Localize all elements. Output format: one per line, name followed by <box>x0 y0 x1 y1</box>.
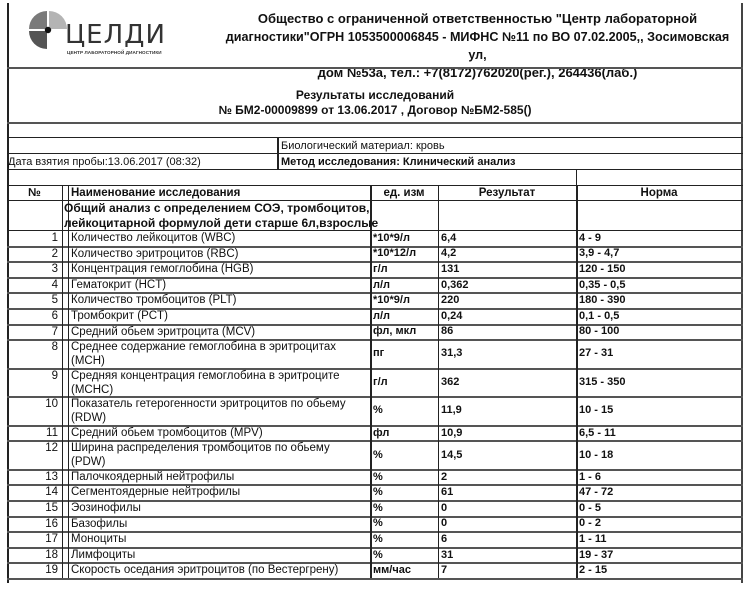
row-number: 1 <box>51 232 58 244</box>
cell-border <box>62 292 63 308</box>
organization-info <box>215 10 740 82</box>
row-number: 17 <box>45 533 58 546</box>
row-number: 13 <box>45 470 58 483</box>
cell-border <box>62 200 63 230</box>
logo-brand-text: ЦЕЛДИ <box>65 20 166 50</box>
cell-border <box>277 137 279 169</box>
cell-border <box>370 469 372 485</box>
row-number: 8 <box>51 341 58 354</box>
cell-border <box>370 562 372 578</box>
cell-border <box>68 396 69 425</box>
unit-value: % <box>373 548 383 561</box>
norm-range: 0 - 5 <box>579 501 602 514</box>
row-number: 14 <box>45 486 58 499</box>
result-value: 0,24 <box>441 309 463 322</box>
cell-border <box>68 368 69 397</box>
cell-border <box>576 324 578 340</box>
cell-border <box>68 500 69 516</box>
row-number: 6 <box>51 310 58 322</box>
row-number: 10 <box>45 398 58 411</box>
cell-border <box>62 469 63 485</box>
group-title-line: Общий анализ с определением СОЭ, тромбоцитов, <box>64 201 370 215</box>
test-name: Гематокрит (HCT) <box>71 278 167 291</box>
cell-border <box>438 200 439 230</box>
row-number: 3 <box>51 263 58 276</box>
cell-border <box>68 324 69 340</box>
cell-border <box>438 425 439 441</box>
test-name: Лимфоциты <box>71 548 136 561</box>
unit-value: % <box>373 486 383 499</box>
result-value: 4,2 <box>441 247 457 260</box>
cell-border <box>576 169 577 185</box>
result-value: 86 <box>441 325 454 338</box>
cell-border <box>576 230 578 246</box>
test-name: Моноциты <box>71 533 127 546</box>
cell-border <box>576 368 578 397</box>
cell-border <box>438 484 439 500</box>
divider <box>7 169 743 170</box>
divider <box>7 137 743 138</box>
norm-range: 19 - 37 <box>579 548 614 561</box>
cell-border <box>62 484 63 500</box>
cell-border <box>370 246 372 262</box>
test-name: Количество лейкоцитов (WBC) <box>71 232 236 244</box>
unit-value: *10*9/л <box>373 231 410 244</box>
row-number: 19 <box>45 564 58 577</box>
norm-range: 27 - 31 <box>579 347 614 360</box>
cell-border <box>68 425 69 441</box>
cell-border <box>370 516 372 532</box>
cell-border <box>438 261 439 277</box>
cell-border <box>68 562 69 578</box>
cell-border <box>370 368 372 397</box>
cell-border <box>68 440 69 469</box>
divider <box>7 67 743 69</box>
result-value: 6 <box>441 533 448 545</box>
unit-value: г/л <box>373 263 388 275</box>
result-value: 362 <box>441 375 460 388</box>
result-value: 2 <box>441 470 448 483</box>
cell-border <box>576 562 578 578</box>
row-number: 4 <box>51 278 58 291</box>
biological-material: Биологический материал: кровь <box>281 140 445 152</box>
unit-value: мм/час <box>373 564 411 577</box>
report-title: Результаты исследований <box>295 88 455 102</box>
test-name: Эозинофилы <box>71 502 141 514</box>
divider <box>7 122 743 124</box>
cell-border <box>576 547 578 563</box>
cell-border <box>576 200 578 230</box>
cell-border <box>68 469 69 485</box>
cell-border <box>438 308 439 324</box>
cell-border <box>370 484 372 500</box>
logo-tagline: ЦЕНТР ЛАБОРАТОРНОЙ ДИАГНОСТИКИ <box>67 50 162 55</box>
result-value: 220 <box>441 294 460 307</box>
result-value: 6,4 <box>441 231 457 244</box>
cell-border <box>438 562 439 578</box>
test-name: Палочкоядерный нейтрофилы <box>71 470 235 483</box>
cell-border <box>576 308 578 324</box>
unit-value: % <box>373 448 383 461</box>
result-value: 14,5 <box>441 448 463 461</box>
test-name: Средний обьем эритроцита (MCV) <box>71 325 256 338</box>
cell-border <box>370 425 372 441</box>
norm-range: 10 - 15 <box>579 404 614 417</box>
research-method: Метод исследования: Клинический анализ <box>281 156 516 168</box>
cell-border <box>576 484 578 500</box>
cell-border <box>576 277 578 293</box>
cell-border <box>576 246 578 262</box>
unit-value: л/л <box>373 309 391 322</box>
cell-border <box>62 562 63 578</box>
cell-border <box>576 500 578 516</box>
cell-border <box>62 516 63 532</box>
cell-border <box>438 246 439 262</box>
cell-border <box>370 440 372 469</box>
norm-range: 120 - 150 <box>579 263 626 275</box>
cell-border <box>370 396 372 425</box>
sample-date: Дата взятия пробы:13.06.2017 (08:32) <box>8 156 201 168</box>
unit-value: % <box>373 501 383 514</box>
norm-range: 1 - 6 <box>579 470 602 483</box>
cell-border <box>438 500 439 516</box>
cell-border <box>370 531 372 547</box>
test-name: Сегментоядерные нейтрофилы <box>71 486 241 499</box>
row-number: 15 <box>45 502 58 514</box>
cell-border <box>68 547 69 563</box>
header-norm: Норма <box>640 187 678 199</box>
result-value: 7 <box>441 564 448 577</box>
cell-border <box>62 425 63 441</box>
divider <box>7 153 743 154</box>
row-number: 11 <box>46 426 58 439</box>
cell-border <box>438 469 439 485</box>
cell-border <box>62 230 63 246</box>
row-number: 18 <box>45 548 58 561</box>
test-name: (MCH) <box>71 355 105 368</box>
cell-border <box>68 246 69 262</box>
norm-range: 4 - 9 <box>579 231 602 244</box>
org-line-2: диагностики"ОГРН 1053500006845 - МИФНС №11 по ВО 07.02.2005,, Зосимовская ул, <box>225 30 730 62</box>
norm-range: 0,35 - 0,5 <box>579 278 626 291</box>
result-value: 11,9 <box>441 404 462 417</box>
result-value: 61 <box>441 486 454 499</box>
test-name: Количество тромбоцитов (PLT) <box>71 294 237 307</box>
report-number: № БМ2-00009899 от 13.06.2017 , Договор №БМ2-585() <box>218 103 532 117</box>
norm-range: 10 - 18 <box>579 448 614 461</box>
norm-range: 2 - 15 <box>579 564 608 577</box>
company-logo <box>25 6 166 61</box>
org-line-1: Общество с ограниченной ответственностью "Центр лабораторной <box>257 11 698 26</box>
cell-border <box>370 230 372 246</box>
cell-border <box>370 277 372 293</box>
norm-range: 180 - 390 <box>579 294 626 307</box>
test-name: (PDW) <box>71 456 106 469</box>
test-name: Среднее содержание гемоглобина в эритроцитах <box>71 341 336 354</box>
unit-value: л/л <box>373 278 391 291</box>
cell-border <box>370 292 372 308</box>
result-value: 31,3 <box>441 347 463 360</box>
result-value: 0 <box>441 501 448 514</box>
result-value: 10,9 <box>441 426 463 439</box>
cell-border <box>438 516 439 532</box>
unit-value: % <box>373 404 383 417</box>
cell-border <box>370 308 372 324</box>
test-name: Ширина распределения тромбоцитов по обьему <box>71 442 330 455</box>
unit-value: г/л <box>373 375 388 388</box>
cell-border <box>370 339 372 368</box>
test-name: Тромбокрит (PCT) <box>71 310 168 322</box>
result-value: 131 <box>441 263 460 275</box>
norm-range: 0 - 2 <box>579 517 602 530</box>
norm-range: 6,5 - 11 <box>579 426 616 439</box>
report-title-block <box>9 88 741 118</box>
cell-border <box>62 339 63 368</box>
cell-border <box>68 308 69 324</box>
cell-border <box>576 292 578 308</box>
unit-value: % <box>373 517 383 530</box>
cell-border <box>62 440 63 469</box>
cell-border <box>438 292 439 308</box>
cell-border <box>62 396 63 425</box>
cell-border <box>576 425 578 441</box>
test-name: (MCHC) <box>71 383 114 396</box>
org-line-3: дом №53а, тел.: +7(8172)762020(рег.), 264436(лаб.) <box>317 65 638 80</box>
cell-border <box>68 230 69 246</box>
result-value: 31 <box>441 548 454 561</box>
norm-range: 80 - 100 <box>579 325 620 338</box>
cell-border <box>576 339 578 368</box>
cell-border <box>576 261 578 277</box>
test-name: Базофилы <box>71 517 128 530</box>
cell-border <box>62 500 63 516</box>
cell-border <box>62 368 63 397</box>
norm-range: 1 - 11 <box>579 533 607 545</box>
cell-border <box>438 324 439 340</box>
cell-border <box>68 292 69 308</box>
row-number: 12 <box>45 442 58 455</box>
cell-border <box>68 531 69 547</box>
norm-range: 0,1 - 0,5 <box>579 309 620 322</box>
test-name: Концентрация гемоглобина (HGB) <box>71 263 254 276</box>
cell-border <box>438 531 439 547</box>
test-name: Средний обьем тромбоцитов (MPV) <box>71 426 263 439</box>
cell-border <box>68 339 69 368</box>
result-value: 0 <box>441 517 448 530</box>
header-result: Результат <box>478 187 536 199</box>
row-number: 16 <box>45 517 58 530</box>
unit-value: пг <box>373 347 385 360</box>
norm-range: 315 - 350 <box>579 375 626 388</box>
norm-range: 3,9 - 4,7 <box>579 247 620 260</box>
header-num: № <box>28 187 41 199</box>
cell-border <box>62 261 63 277</box>
test-name: Количество эритроцитов (RBC) <box>71 247 239 260</box>
unit-value: *10*9/л <box>373 294 410 307</box>
unit-value: % <box>373 470 383 483</box>
result-value: 0,362 <box>441 278 469 291</box>
cell-border <box>370 547 372 563</box>
header-unit: ед. изм <box>383 187 425 199</box>
cell-border <box>62 185 63 200</box>
cell-border <box>62 547 63 563</box>
cell-border <box>370 500 372 516</box>
test-name: Средняя концентрация гемоглобина в эритроците <box>71 369 340 382</box>
unit-value: фл, мкл <box>373 325 417 338</box>
unit-value: *10*12/л <box>373 247 417 260</box>
cell-border <box>370 261 372 277</box>
row-number: 5 <box>51 294 58 307</box>
cell-border <box>576 440 578 469</box>
cell-border <box>62 246 63 262</box>
cell-border <box>68 484 69 500</box>
cell-border <box>438 547 439 563</box>
group-title-line: лейкоцитарной формулой дети старше 6л,взрослые <box>64 216 379 230</box>
cell-border <box>438 339 439 368</box>
unit-value: фл <box>373 426 390 439</box>
cell-border <box>438 230 439 246</box>
test-name: (RDW) <box>71 412 107 425</box>
header-name: Наименование исследования <box>71 187 241 199</box>
cell-border <box>576 516 578 532</box>
cell-border <box>576 469 578 485</box>
norm-range: 47 - 72 <box>579 486 614 499</box>
cell-border <box>576 531 578 547</box>
test-name: Скорость оседания эритроцитов (по Вестергрену) <box>71 564 339 577</box>
cell-border <box>438 277 439 293</box>
cell-border <box>62 308 63 324</box>
cell-border <box>62 531 63 547</box>
cell-border <box>438 440 439 469</box>
cell-border <box>68 516 69 532</box>
cell-border <box>62 277 63 293</box>
cell-border <box>68 277 69 293</box>
row-number: 2 <box>51 247 58 260</box>
cell-border <box>438 368 439 397</box>
row-number: 7 <box>51 325 58 338</box>
cell-border <box>576 396 578 425</box>
row-number: 9 <box>51 369 58 382</box>
test-name: Показатель гетерогенности эритроцитов по обьему <box>71 398 346 411</box>
row-border <box>7 578 743 580</box>
cell-border <box>370 324 372 340</box>
unit-value: % <box>373 533 383 545</box>
cell-border <box>438 396 439 425</box>
cell-border <box>68 261 69 277</box>
cell-border <box>62 324 63 340</box>
